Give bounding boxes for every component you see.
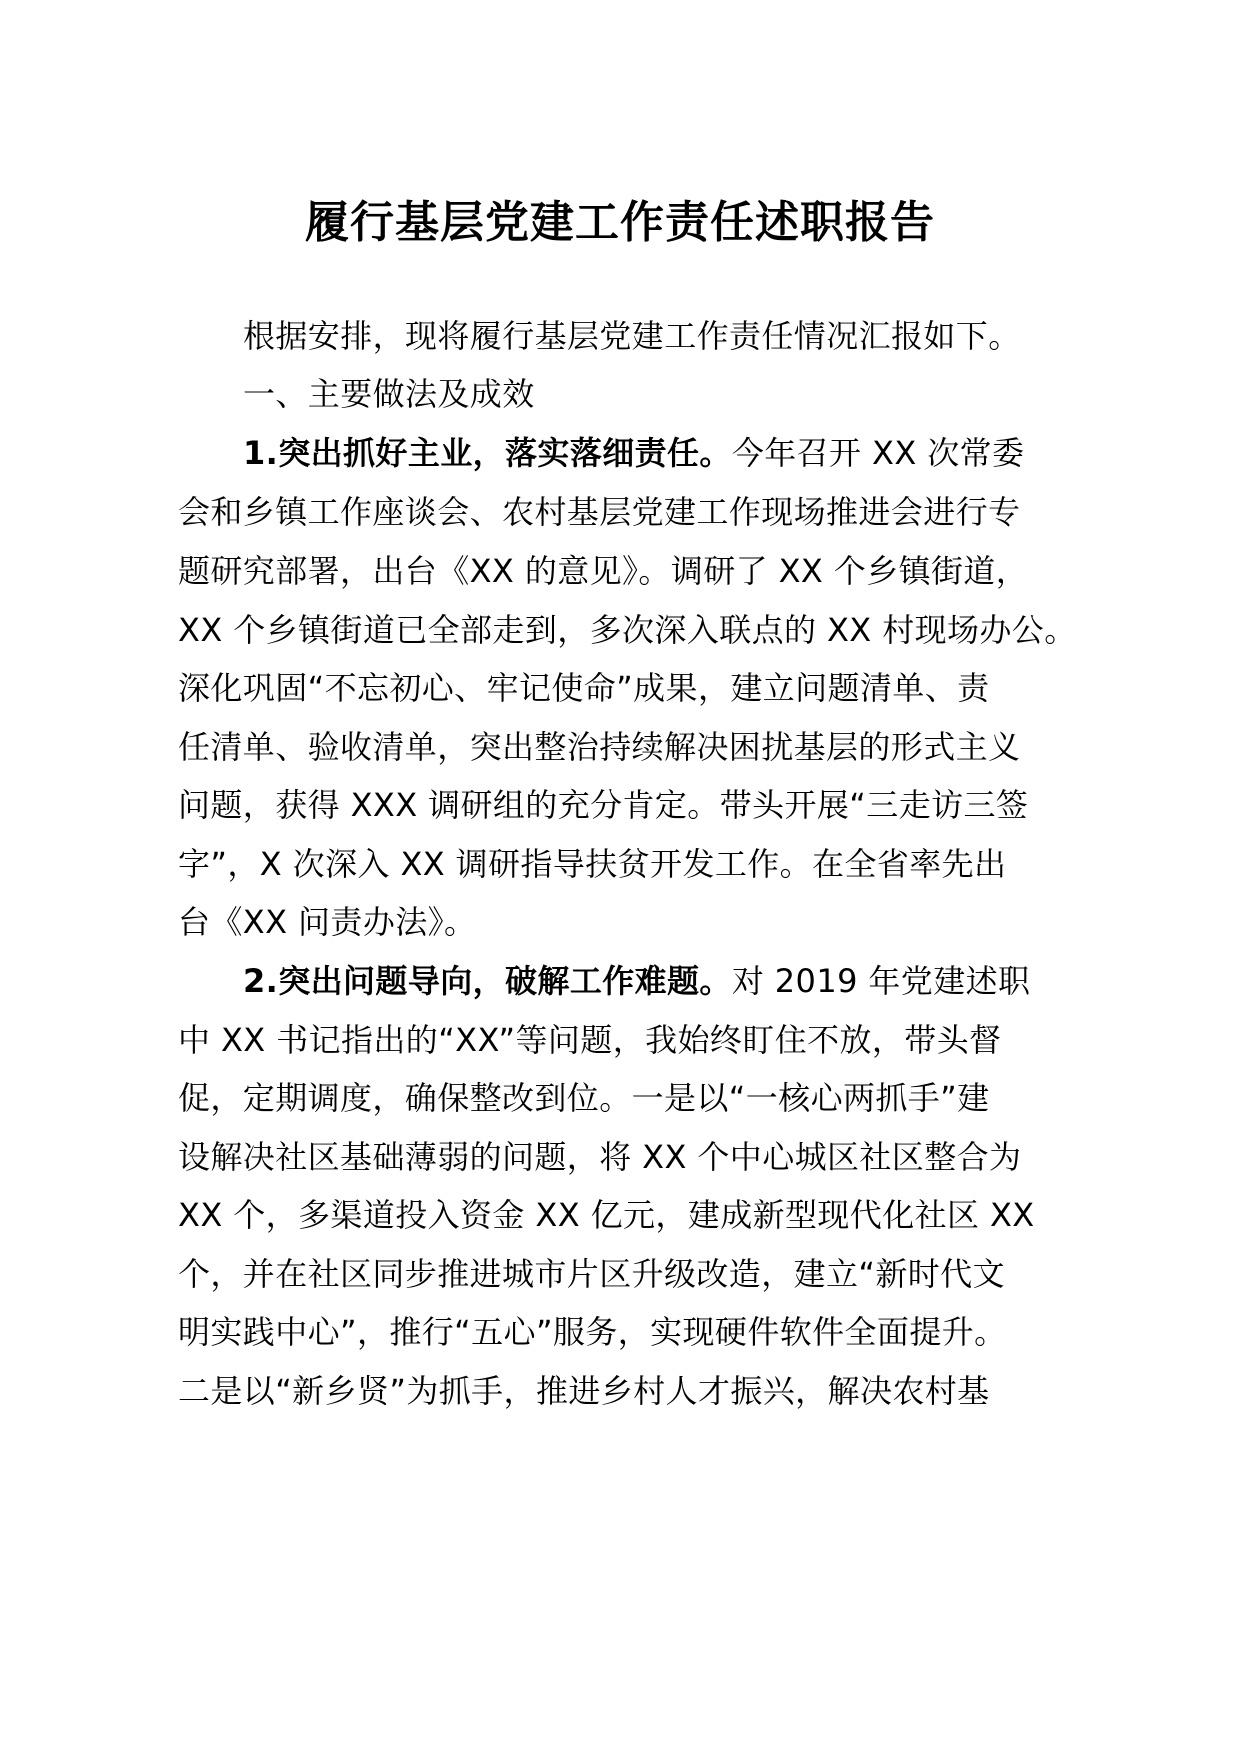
section-heading: 一、主要做法及成效 [243, 375, 535, 413]
intro-paragraph: 根据安排，现将履行基层党建工作责任情况汇报如下。 [243, 317, 1021, 355]
paragraph-1-line: XX 个乡镇街道已全部走到，多次深入联点的 XX 村现场办公。 [178, 611, 1077, 649]
paragraph-1-line: 问题，获得 XXX 调研组的充分肯定。带头开展“三走访三签 [178, 786, 1029, 824]
paragraph-1-text: 今年召开 XX 次常委 [731, 434, 1025, 472]
paragraph-2-heading: 2.突出问题导向，破解工作难题。 [243, 962, 732, 1000]
paragraph-1-line: 深化巩固“不忘初心、牢记使命”成果，建立问题清单、责 [178, 669, 990, 707]
document-title: 履行基层党建工作责任述职报告 [305, 197, 935, 248]
paragraph-1-line: 任清单、验收清单，突出整治持续解决困扰基层的形式主义 [178, 728, 1021, 766]
paragraph-2-line: 二是以“新乡贤”为抓手，推进乡村人才振兴，解决农村基 [178, 1372, 990, 1410]
paragraph-1-line: 字”，X 次深入 XX 调研指导扶贫开发工作。在全省率先出 [178, 845, 1007, 883]
paragraph-2-line: 设解决社区基础薄弱的问题，将 XX 个中心城区社区整合为 [178, 1138, 1022, 1176]
paragraph-2-line: XX 个，多渠道投入资金 XX 亿元，建成新型现代化社区 XX [178, 1196, 1035, 1234]
paragraph-1-heading: 1.突出抓好主业，落实落细责任。 [243, 434, 732, 472]
paragraph-2-line: 促，定期调度，确保整改到位。一是以“一核心两抓手”建 [178, 1079, 990, 1117]
paragraph-1-line: 台《XX 问责办法》。 [178, 903, 477, 941]
paragraph-1-first-line [243, 431, 1024, 475]
paragraph-2-line: 中 XX 书记指出的“XX”等问题，我始终盯住不放，带头督 [178, 1021, 1002, 1059]
paragraph-1-line: 会和乡镇工作座谈会、农村基层党建工作现场推进会进行专 [178, 493, 1021, 531]
paragraph-2-first-line [243, 959, 1030, 1003]
paragraph-2-line: 个，并在社区同步推进城市片区升级改造，建立“新时代文 [178, 1255, 1005, 1293]
paragraph-2-text: 对 2019 年党建述职 [731, 962, 1031, 1000]
paragraph-1-line: 题研究部署，出台《XX 的意见》。调研了 XX 个乡镇街道， [178, 552, 1029, 590]
paragraph-2-line: 明实践中心”，推行“五心”服务，实现硬件软件全面提升。 [178, 1313, 1007, 1351]
